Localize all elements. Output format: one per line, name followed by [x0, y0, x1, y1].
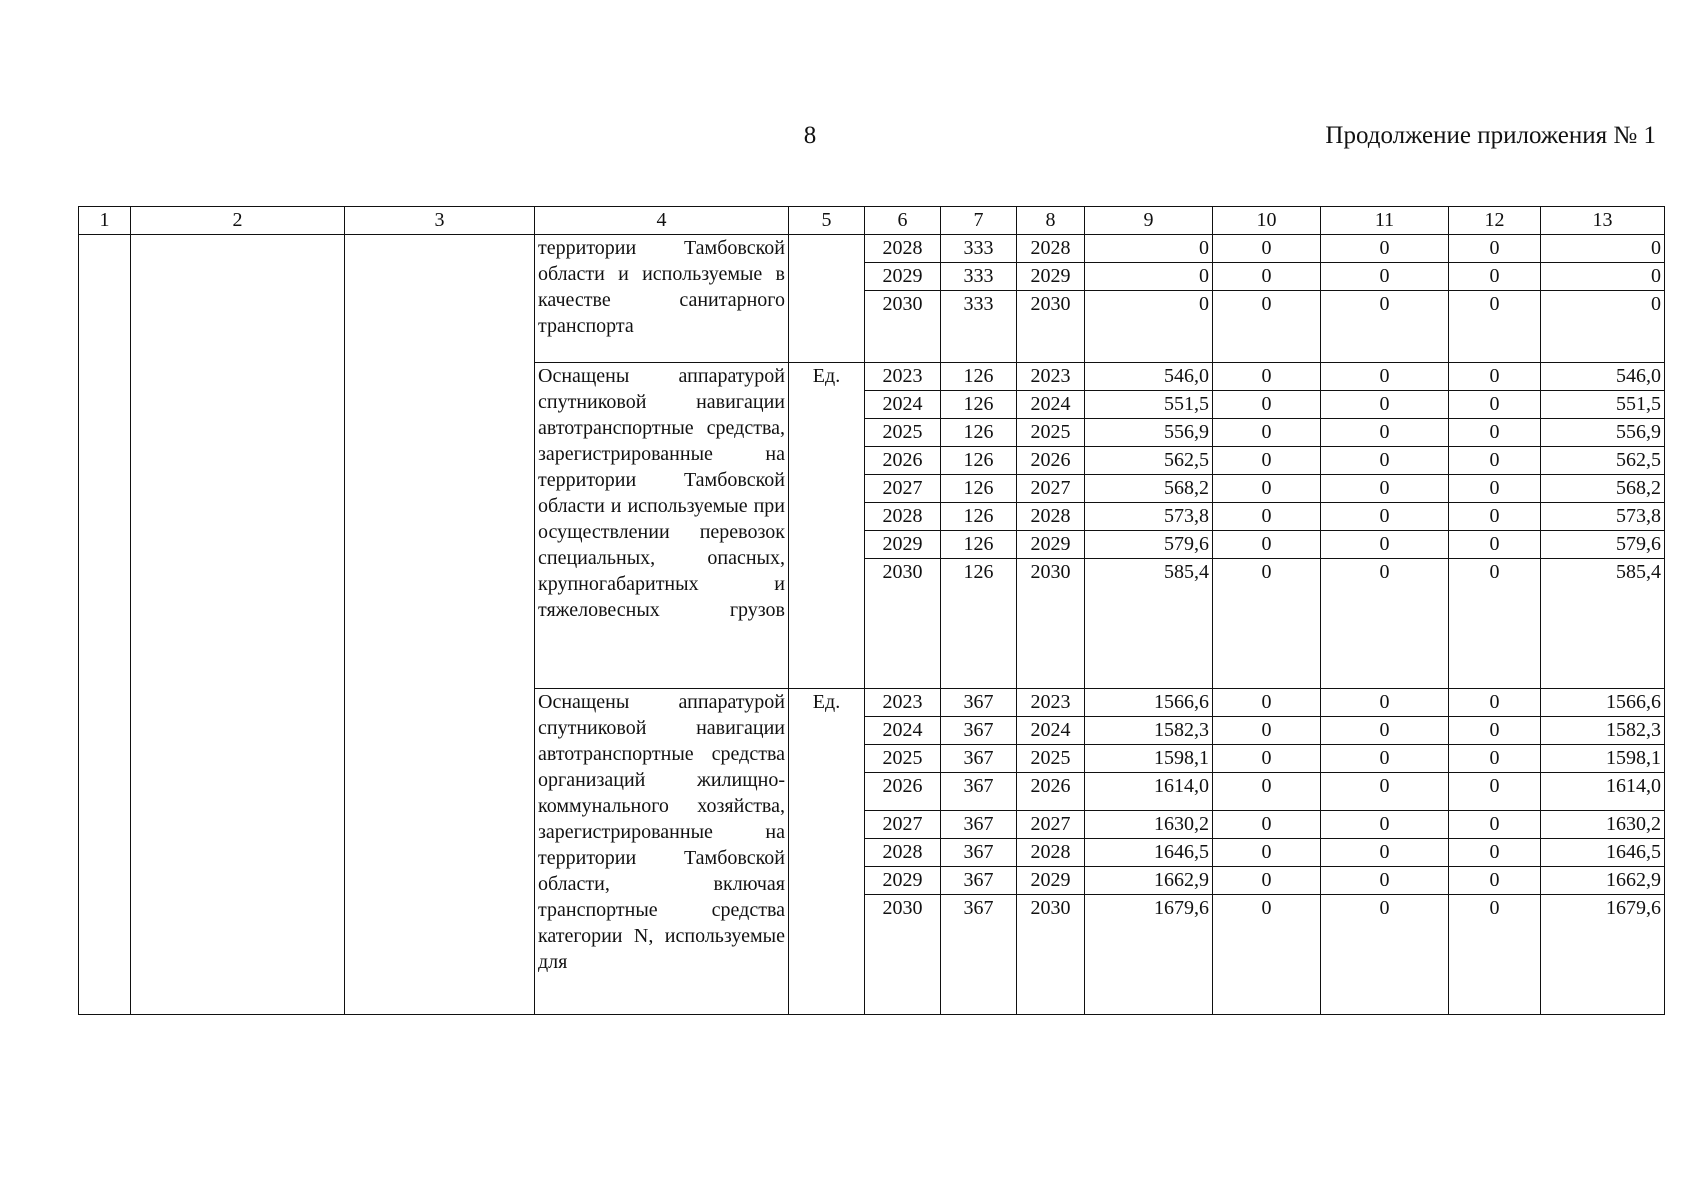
value-cell: 0 — [1449, 475, 1541, 503]
value-cell: 0 — [1449, 235, 1541, 263]
value-cell: 0 — [1213, 773, 1321, 811]
value-cell: 0 — [1213, 559, 1321, 689]
value-cell: 0 — [1213, 531, 1321, 559]
value-cell: 0 — [1213, 811, 1321, 839]
value-cell: 2029 — [865, 867, 941, 895]
header-cell: 2 — [131, 207, 345, 235]
value-cell: 0 — [1213, 475, 1321, 503]
value-cell: 0 — [1449, 291, 1541, 363]
value-cell: 0 — [1321, 689, 1449, 717]
header-cell: 4 — [535, 207, 789, 235]
value-cell: 0 — [1449, 717, 1541, 745]
value-cell: 0 — [1541, 235, 1665, 263]
col-1-cell — [79, 235, 131, 1015]
value-cell: 0 — [1449, 811, 1541, 839]
value-cell: 2024 — [865, 391, 941, 419]
value-cell: 579,6 — [1541, 531, 1665, 559]
indicator-description: Оснащены аппаратурой спутниковой навигации автотранспортные средства организаций жилищно-коммунального хозяйства, зарегистрированные на территории Тамбовской области, включая транспортные средства категории N, используемые для — [535, 689, 789, 1015]
value-cell: 2028 — [1017, 839, 1085, 867]
value-cell: 1614,0 — [1085, 773, 1213, 811]
value-cell: 367 — [941, 811, 1017, 839]
value-cell: 1630,2 — [1085, 811, 1213, 839]
value-cell: 2023 — [1017, 363, 1085, 391]
value-cell: 0 — [1449, 839, 1541, 867]
value-cell: 2026 — [865, 447, 941, 475]
value-cell: 2028 — [865, 235, 941, 263]
header-cell: 7 — [941, 207, 1017, 235]
value-cell: 2025 — [865, 419, 941, 447]
value-cell: 0 — [1321, 717, 1449, 745]
value-cell: 0 — [1213, 291, 1321, 363]
value-cell: 562,5 — [1541, 447, 1665, 475]
value-cell: 2024 — [1017, 717, 1085, 745]
value-cell: 0 — [1449, 867, 1541, 895]
value-cell: 367 — [941, 895, 1017, 1015]
value-cell: 367 — [941, 689, 1017, 717]
value-cell: 2027 — [865, 475, 941, 503]
value-cell: 0 — [1321, 391, 1449, 419]
value-cell: 0 — [1321, 867, 1449, 895]
value-cell: 2028 — [1017, 235, 1085, 263]
indicator-description: Оснащены аппаратурой спутниковой навигации автотранспортные средства, зарегистрированные на территории Тамбовской области и используемые при осуществлении перевозок специальных, опасных, крупногабаритных и тяжеловесных грузов — [535, 363, 789, 689]
value-cell: 367 — [941, 717, 1017, 745]
value-cell: 0 — [1541, 291, 1665, 363]
value-cell: 1662,9 — [1541, 867, 1665, 895]
value-cell: 0 — [1321, 419, 1449, 447]
header-cell: 11 — [1321, 207, 1449, 235]
value-cell: 2029 — [1017, 531, 1085, 559]
value-cell: 2027 — [865, 811, 941, 839]
value-cell: 0 — [1213, 839, 1321, 867]
value-cell: 126 — [941, 391, 1017, 419]
value-cell: 2029 — [865, 531, 941, 559]
value-cell: 2024 — [1017, 391, 1085, 419]
col-3-cell — [345, 235, 535, 1015]
value-cell: 562,5 — [1085, 447, 1213, 475]
value-cell: 0 — [1085, 235, 1213, 263]
value-cell: 2028 — [865, 839, 941, 867]
value-cell: 0 — [1321, 559, 1449, 689]
value-cell: 551,5 — [1085, 391, 1213, 419]
unit-cell — [789, 235, 865, 363]
value-cell: 551,5 — [1541, 391, 1665, 419]
value-cell: 0 — [1213, 717, 1321, 745]
header-cell: 5 — [789, 207, 865, 235]
header-cell: 13 — [1541, 207, 1665, 235]
value-cell: 0 — [1449, 689, 1541, 717]
header-cell: 9 — [1085, 207, 1213, 235]
value-cell: 585,4 — [1085, 559, 1213, 689]
value-cell: 0 — [1321, 895, 1449, 1015]
header-row — [79, 207, 1665, 235]
continuation-label: Продолжение приложения № 1 — [1325, 122, 1656, 149]
value-cell: 0 — [1449, 363, 1541, 391]
value-cell: 1582,3 — [1085, 717, 1213, 745]
value-cell: 2029 — [1017, 867, 1085, 895]
unit-cell: Ед. — [789, 363, 865, 689]
value-cell: 0 — [1321, 235, 1449, 263]
value-cell: 367 — [941, 867, 1017, 895]
value-cell: 1662,9 — [1085, 867, 1213, 895]
value-cell: 126 — [941, 363, 1017, 391]
value-cell: 0 — [1321, 811, 1449, 839]
value-cell: 0 — [1213, 447, 1321, 475]
value-cell: 2029 — [1017, 263, 1085, 291]
value-cell: 1582,3 — [1541, 717, 1665, 745]
value-cell: 546,0 — [1085, 363, 1213, 391]
value-cell: 2024 — [865, 717, 941, 745]
value-cell: 126 — [941, 559, 1017, 689]
value-cell: 0 — [1213, 867, 1321, 895]
value-cell: 1679,6 — [1541, 895, 1665, 1015]
value-cell: 568,2 — [1541, 475, 1665, 503]
value-cell: 2023 — [865, 363, 941, 391]
value-cell: 573,8 — [1085, 503, 1213, 531]
value-cell: 0 — [1213, 503, 1321, 531]
value-cell: 126 — [941, 531, 1017, 559]
value-cell: 546,0 — [1541, 363, 1665, 391]
value-cell: 2030 — [865, 559, 941, 689]
value-cell: 1646,5 — [1541, 839, 1665, 867]
value-cell: 333 — [941, 291, 1017, 363]
value-cell: 0 — [1321, 503, 1449, 531]
value-cell: 2030 — [865, 895, 941, 1015]
value-cell: 2027 — [1017, 475, 1085, 503]
indicator-table — [78, 206, 1665, 1015]
value-cell: 0 — [1449, 531, 1541, 559]
value-cell: 0 — [1321, 263, 1449, 291]
value-cell: 2026 — [1017, 773, 1085, 811]
header-cell: 1 — [79, 207, 131, 235]
value-cell: 0 — [1449, 559, 1541, 689]
table-row — [79, 235, 1665, 263]
value-cell: 2023 — [1017, 689, 1085, 717]
value-cell: 0 — [1213, 689, 1321, 717]
value-cell: 0 — [1321, 773, 1449, 811]
value-cell: 126 — [941, 503, 1017, 531]
value-cell: 0 — [1085, 291, 1213, 363]
value-cell: 2030 — [1017, 559, 1085, 689]
value-cell: 0 — [1213, 363, 1321, 391]
value-cell: 1566,6 — [1085, 689, 1213, 717]
value-cell: 2025 — [865, 745, 941, 773]
value-cell: 556,9 — [1085, 419, 1213, 447]
value-cell: 0 — [1321, 363, 1449, 391]
header-cell: 12 — [1449, 207, 1541, 235]
value-cell: 585,4 — [1541, 559, 1665, 689]
value-cell: 0 — [1213, 895, 1321, 1015]
value-cell: 1566,6 — [1541, 689, 1665, 717]
value-cell: 0 — [1541, 263, 1665, 291]
unit-cell: Ед. — [789, 689, 865, 1015]
value-cell: 2029 — [865, 263, 941, 291]
value-cell: 2023 — [865, 689, 941, 717]
value-cell: 2025 — [1017, 419, 1085, 447]
value-cell: 0 — [1085, 263, 1213, 291]
value-cell: 0 — [1449, 447, 1541, 475]
value-cell: 2030 — [1017, 895, 1085, 1015]
value-cell: 0 — [1449, 391, 1541, 419]
value-cell: 2025 — [1017, 745, 1085, 773]
value-cell: 367 — [941, 773, 1017, 811]
value-cell: 0 — [1213, 745, 1321, 773]
value-cell: 568,2 — [1085, 475, 1213, 503]
value-cell: 1679,6 — [1085, 895, 1213, 1015]
value-cell: 1598,1 — [1541, 745, 1665, 773]
value-cell: 0 — [1321, 447, 1449, 475]
header-cell: 6 — [865, 207, 941, 235]
value-cell: 1598,1 — [1085, 745, 1213, 773]
value-cell: 579,6 — [1085, 531, 1213, 559]
value-cell: 0 — [1213, 419, 1321, 447]
value-cell: 0 — [1449, 745, 1541, 773]
value-cell: 0 — [1213, 263, 1321, 291]
value-cell: 0 — [1213, 391, 1321, 419]
value-cell: 2026 — [865, 773, 941, 811]
value-cell: 2028 — [1017, 503, 1085, 531]
value-cell: 126 — [941, 447, 1017, 475]
value-cell: 126 — [941, 419, 1017, 447]
value-cell: 0 — [1321, 291, 1449, 363]
value-cell: 0 — [1449, 263, 1541, 291]
value-cell: 2030 — [865, 291, 941, 363]
value-cell: 0 — [1321, 745, 1449, 773]
value-cell: 333 — [941, 235, 1017, 263]
value-cell: 0 — [1449, 419, 1541, 447]
page-number: 8 — [803, 122, 817, 149]
header-cell: 3 — [345, 207, 535, 235]
value-cell: 0 — [1449, 503, 1541, 531]
header-cell: 8 — [1017, 207, 1085, 235]
value-cell: 2030 — [1017, 291, 1085, 363]
value-cell: 0 — [1213, 235, 1321, 263]
value-cell: 0 — [1321, 475, 1449, 503]
value-cell: 367 — [941, 839, 1017, 867]
value-cell: 0 — [1321, 839, 1449, 867]
col-2-cell — [131, 235, 345, 1015]
indicator-description: территории Тамбовской области и используемые в качестве санитарного транспорта — [535, 235, 789, 363]
value-cell: 1630,2 — [1541, 811, 1665, 839]
value-cell: 2027 — [1017, 811, 1085, 839]
value-cell: 0 — [1449, 773, 1541, 811]
value-cell: 0 — [1449, 895, 1541, 1015]
value-cell: 333 — [941, 263, 1017, 291]
value-cell: 126 — [941, 475, 1017, 503]
value-cell: 367 — [941, 745, 1017, 773]
header-cell: 10 — [1213, 207, 1321, 235]
value-cell: 2026 — [1017, 447, 1085, 475]
value-cell: 1646,5 — [1085, 839, 1213, 867]
value-cell: 2028 — [865, 503, 941, 531]
value-cell: 573,8 — [1541, 503, 1665, 531]
value-cell: 0 — [1321, 531, 1449, 559]
value-cell: 556,9 — [1541, 419, 1665, 447]
value-cell: 1614,0 — [1541, 773, 1665, 811]
